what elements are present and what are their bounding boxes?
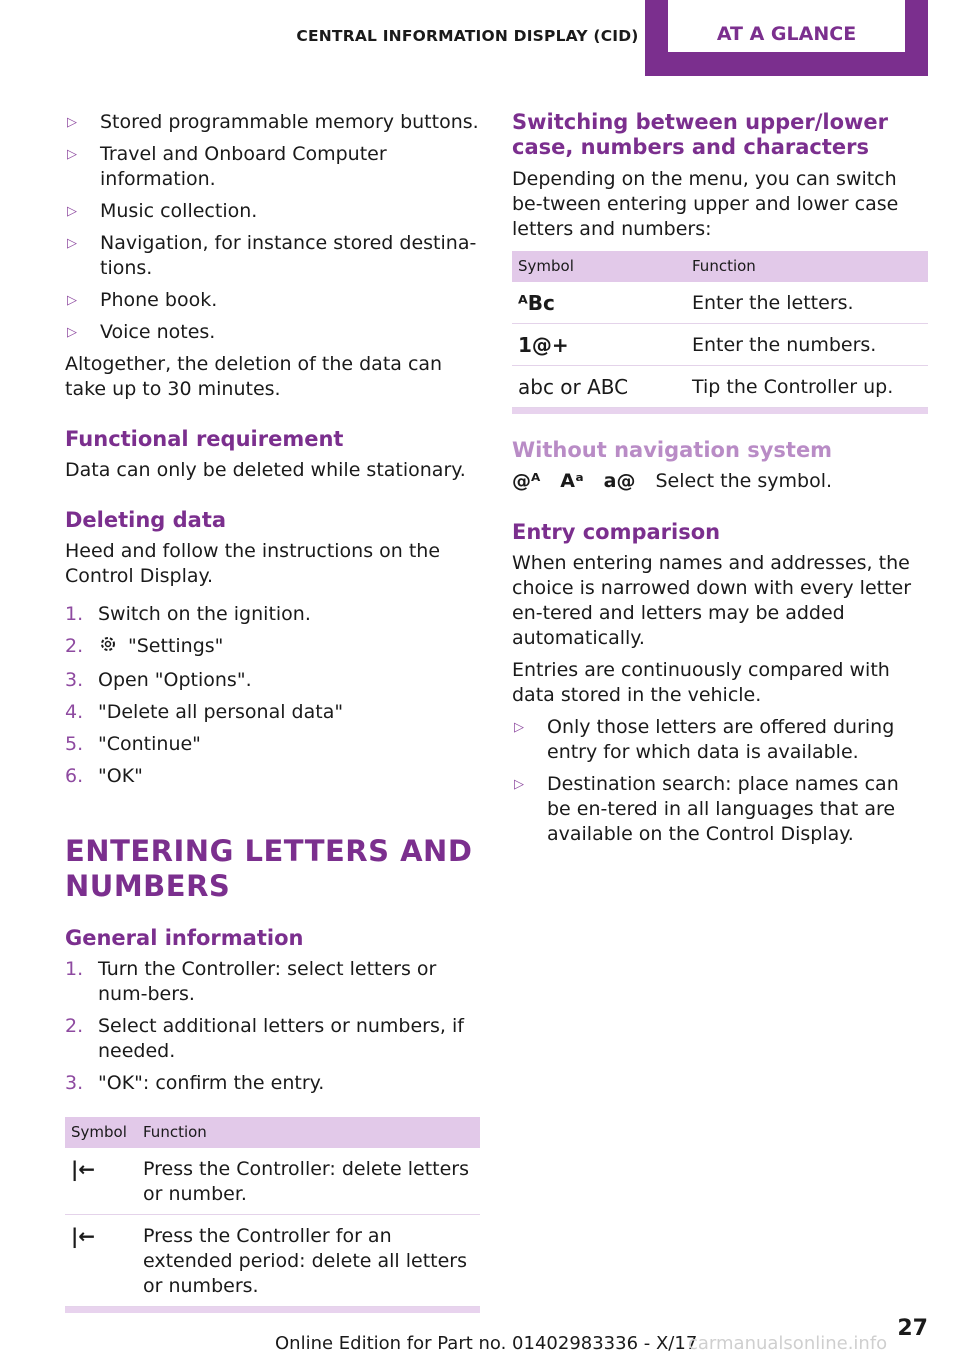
settings-gear-icon <box>98 634 122 661</box>
triangle-bullet-icon: ▷ <box>67 115 77 130</box>
functional-requirement-text: Data can only be deleted while stationary. <box>65 459 466 481</box>
step-text: "Continue" <box>98 733 201 755</box>
step-item <box>65 700 480 725</box>
triangle-bullet-icon: ▷ <box>67 204 77 219</box>
switching-text: Depending on the menu, you can switch be-tween entering upper and lower case letters and numbers: <box>512 168 899 240</box>
step-item <box>65 634 480 661</box>
numbers-mode-icon: 1@+ <box>512 324 686 366</box>
step-item <box>65 1071 480 1096</box>
step-number: 1. <box>65 603 84 625</box>
deleting-data-heading: Deleting data <box>65 508 227 532</box>
right-column <box>512 110 928 854</box>
letters-mode-icon: ᴬBc <box>512 282 686 324</box>
table-cell: Press the Controller: delete letters or number. <box>137 1148 480 1215</box>
table-row <box>512 282 928 324</box>
step-text: "OK" <box>98 765 143 787</box>
triangle-bullet-icon: ▷ <box>67 147 77 162</box>
list-item-text: Phone book. <box>100 289 218 311</box>
delete-icon: |← <box>65 1215 137 1307</box>
list-item <box>65 199 480 224</box>
list-item-text: Stored programmable memory buttons. <box>100 111 479 133</box>
table-cell: Tip the Controller up. <box>686 366 928 408</box>
running-header-section: CENTRAL INFORMATION DISPLAY (CID) <box>296 27 639 45</box>
step-text: "Settings" <box>128 635 224 657</box>
case-toggle-icon: abc or ABC <box>512 366 686 408</box>
step-item <box>65 1014 480 1064</box>
list-item-text: Voice notes. <box>100 321 216 343</box>
step-text: Turn the Controller: select letters or num-bers. <box>98 958 437 1005</box>
chapter-tab <box>645 0 928 76</box>
table-header-symbol: Symbol <box>65 1117 137 1148</box>
left-column <box>65 110 480 1313</box>
watermark: carmanualsonline.info <box>688 1333 888 1354</box>
step-number: 4. <box>65 701 84 723</box>
delete-icon: |← <box>65 1148 137 1215</box>
step-item <box>65 957 480 1007</box>
table-row <box>512 366 928 408</box>
entering-letters-heading: ENTERING LETTERS AND NUMBERS <box>65 834 473 903</box>
list-item-text: Music collection. <box>100 200 258 222</box>
chapter-tab-label: AT A GLANCE <box>668 0 905 52</box>
deleting-data-text: Heed and follow the instructions on the Control Display. <box>65 540 441 587</box>
footer-edition: Online Edition for Part no. 01402983336 - X/17 <box>275 1333 698 1354</box>
list-item <box>65 320 480 345</box>
entry-comparison-text: When entering names and addresses, the choice is narrowed down with every letter en-tered and letters may be added automatically. <box>512 552 912 649</box>
step-text: Select additional letters or numbers, if needed. <box>98 1015 464 1062</box>
table-header-symbol: Symbol <box>512 251 686 282</box>
case-symbol-table <box>512 251 928 408</box>
entry-comparison-heading: Entry comparison <box>512 520 721 544</box>
table-end-rule <box>65 1307 480 1313</box>
table-row <box>512 324 928 366</box>
step-text: Open "Options". <box>98 669 252 691</box>
step-item <box>65 602 480 627</box>
functional-requirement-heading: Functional requirement <box>65 427 344 451</box>
delete-symbol-table <box>65 1117 480 1307</box>
list-item <box>65 288 480 313</box>
list-item <box>512 715 928 765</box>
list-item-text: Destination search: place names can be en-tered in all languages that are available on the Control Display. <box>547 773 899 845</box>
general-information-heading: General information <box>65 926 304 950</box>
table-header-function: Function <box>137 1117 480 1148</box>
list-item-text: Only those letters are offered during entry for which data is available. <box>547 716 895 763</box>
list-item-text: Travel and Onboard Computer information. <box>100 143 387 190</box>
table-cell: Enter the numbers. <box>686 324 928 366</box>
step-number: 1. <box>65 958 84 980</box>
step-item <box>65 732 480 757</box>
list-item-text: Navigation, for instance stored destina-tions. <box>100 232 477 279</box>
page-number: 27 <box>897 1316 928 1341</box>
step-text: "Delete all personal data" <box>98 701 344 723</box>
uppercase-icon: Aᵃ <box>560 470 584 492</box>
triangle-bullet-icon: ▷ <box>67 293 77 308</box>
table-header-function: Function <box>686 251 928 282</box>
list-item <box>65 231 480 281</box>
triangle-bullet-icon: ▷ <box>67 325 77 340</box>
step-number: 2. <box>65 635 84 657</box>
step-number: 3. <box>65 669 84 691</box>
without-navigation-heading: Without navigation system <box>512 438 833 462</box>
entry-comparison-text: Entries are continuously compared with data stored in the vehicle. <box>512 659 890 706</box>
lowercase-icon: a@ <box>603 470 636 492</box>
table-row <box>65 1215 480 1307</box>
list-item <box>65 142 480 192</box>
step-number: 6. <box>65 765 84 787</box>
step-number: 3. <box>65 1072 84 1094</box>
step-number: 2. <box>65 1015 84 1037</box>
step-text: Switch on the ignition. <box>98 603 311 625</box>
triangle-bullet-icon: ▷ <box>67 236 77 251</box>
step-text: "OK": confirm the entry. <box>98 1072 325 1094</box>
step-item <box>65 668 480 693</box>
symbol-selection-row <box>512 469 928 494</box>
triangle-bullet-icon: ▷ <box>514 720 524 735</box>
list-item <box>512 772 928 847</box>
list-item <box>65 110 480 135</box>
step-number: 5. <box>65 733 84 755</box>
table-cell: Press the Controller for an extended period: delete all letters or numbers. <box>137 1215 480 1307</box>
at-sign-icon: @ᴬ <box>512 470 541 492</box>
switching-heading: Switching between upper/lower case, numbers and characters <box>512 110 889 159</box>
deletion-note: Altogether, the deletion of the data can take up to 30 minutes. <box>65 353 443 400</box>
triangle-bullet-icon: ▷ <box>514 777 524 792</box>
select-symbol-text: Select the symbol. <box>655 470 833 492</box>
step-item <box>65 764 480 789</box>
table-row <box>65 1148 480 1215</box>
table-cell: Enter the letters. <box>686 282 928 324</box>
